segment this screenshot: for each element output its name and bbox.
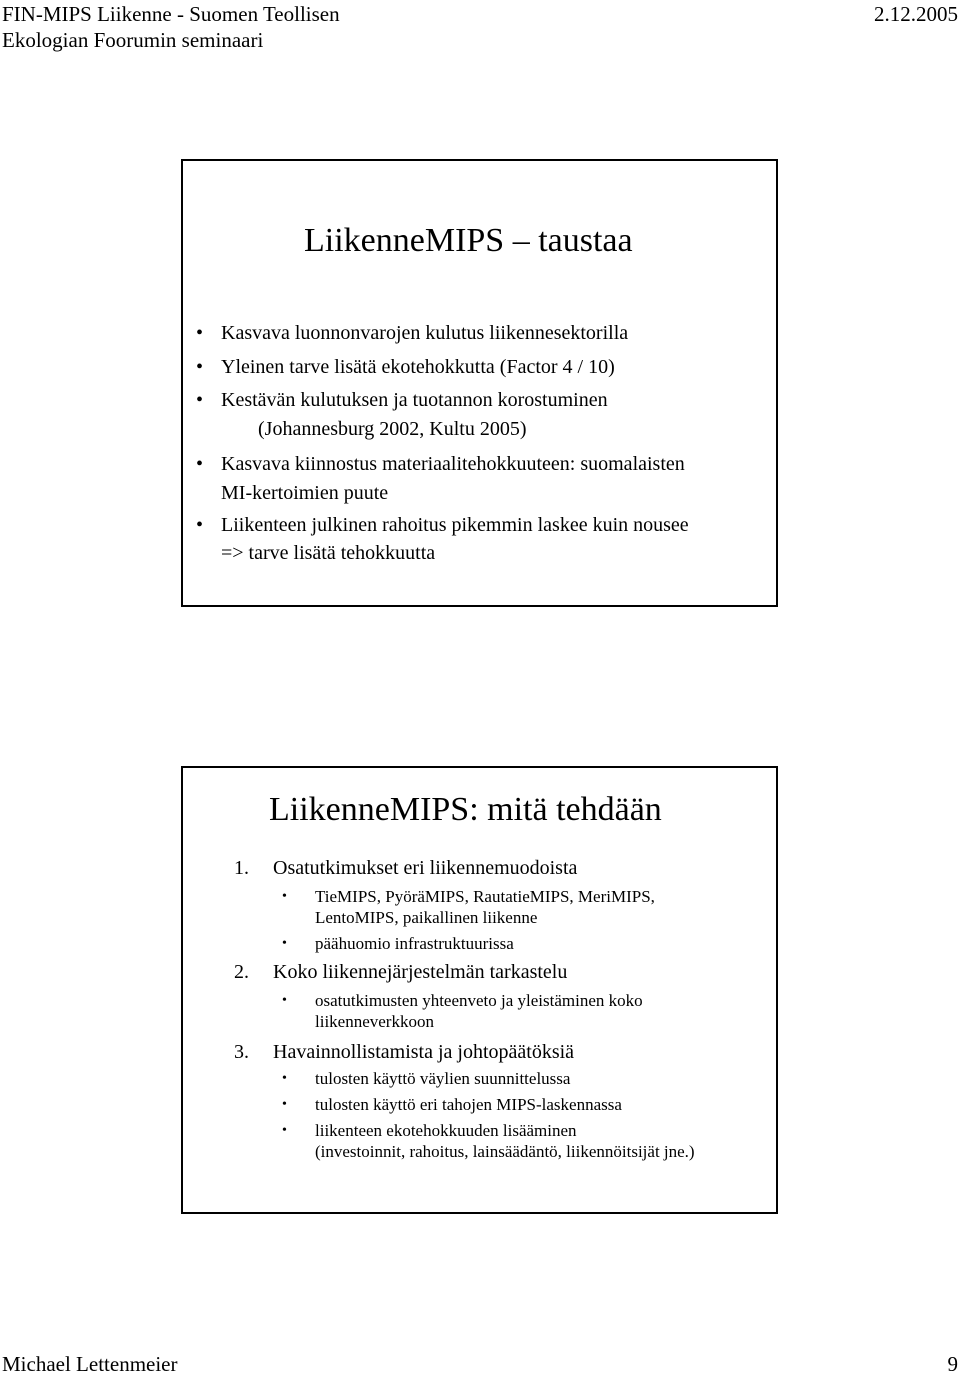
- slide-1: [181, 159, 778, 607]
- bullet-text: => tarve lisätä tehokkuutta: [221, 542, 436, 564]
- item-number: 3.: [234, 1041, 249, 1063]
- sub-text: (investoinnit, rahoitus, lainsäädäntö, liikennöitsijät jne.): [315, 1142, 695, 1161]
- slide-2-title: LiikenneMIPS: mitä tehdään: [269, 791, 662, 828]
- slide-2-item-2-sub-1-cont: [315, 1011, 434, 1033]
- bullet-dot-icon: •: [282, 889, 287, 904]
- bullet-dot-icon: •: [282, 993, 287, 1008]
- sub-text: liikenteen ekotehokkuuden lisääminen: [315, 1121, 577, 1140]
- bullet-dot-icon: •: [282, 1071, 287, 1086]
- slide-1-bullet-5: [196, 511, 689, 539]
- bullet-dot-icon: •: [282, 1123, 287, 1138]
- slide-1-title: LiikenneMIPS – taustaa: [304, 222, 633, 259]
- bullet-text: Liikenteen julkinen rahoitus pikemmin laskee kuin nousee: [221, 514, 689, 536]
- slide-2-item-3: [234, 1038, 575, 1066]
- bullet-dot-icon: •: [196, 389, 204, 411]
- slide-2-item-3-sub-3-cont: [315, 1141, 695, 1163]
- item-number: 1.: [234, 857, 249, 879]
- header-title-line2: Ekologian Foorumin seminaari: [2, 28, 264, 52]
- footer-author: Michael Lettenmeier: [2, 1352, 178, 1376]
- header-date: 2.12.2005: [874, 2, 958, 26]
- sub-text: tulosten käyttö eri tahojen MIPS-laskennassa: [315, 1095, 622, 1114]
- footer-page-number: 9: [947, 1352, 958, 1376]
- bullet-text: Kasvava luonnonvarojen kulutus liikennesektorilla: [221, 322, 629, 344]
- slide-1-bullet-4-cont: [221, 479, 388, 507]
- bullet-dot-icon: •: [196, 453, 204, 475]
- item-text: Koko liikennejärjestelmän tarkastelu: [273, 961, 568, 983]
- slide-1-bullet-5-cont: [221, 539, 435, 567]
- slide-2-item-1-sub-1-cont: [315, 907, 537, 929]
- bullet-dot-icon: •: [196, 356, 204, 378]
- item-text: Osatutkimukset eri liikennemuodoista: [273, 857, 578, 879]
- bullet-text: (Johannesburg 2002, Kultu 2005): [258, 418, 527, 440]
- slide-1-bullet-4: [196, 450, 685, 478]
- slide-2-item-3-sub-1: [282, 1068, 571, 1090]
- bullet-text: MI-kertoimien puute: [221, 482, 389, 504]
- slide-2: [181, 766, 778, 1214]
- slide-1-bullet-1: [196, 319, 629, 347]
- item-number: 2.: [234, 961, 249, 983]
- sub-text: TieMIPS, PyöräMIPS, RautatieMIPS, MeriMIPS,: [315, 887, 655, 906]
- sub-text: osatutkimusten yhteenveto ja yleistäminen koko: [315, 991, 643, 1010]
- sub-text: päähuomio infrastruktuurissa: [315, 934, 514, 953]
- bullet-dot-icon: •: [282, 936, 287, 951]
- slide-2-item-3-sub-2: [282, 1094, 622, 1116]
- bullet-text: Kasvava kiinnostus materiaalitehokkuuteen: suomalaisten: [221, 453, 685, 475]
- slide-1-bullet-2: [196, 353, 615, 381]
- slide-2-item-2: [234, 958, 568, 986]
- bullet-dot-icon: •: [282, 1097, 287, 1112]
- slide-2-item-1-sub-1: [282, 886, 655, 908]
- slide-1-bullet-3: [196, 386, 608, 414]
- header-title-line1: FIN-MIPS Liikenne - Suomen Teollisen: [2, 2, 340, 26]
- slide-2-item-3-sub-3: [282, 1120, 577, 1142]
- bullet-dot-icon: •: [196, 322, 204, 344]
- item-text: Havainnollistamista ja johtopäätöksiä: [273, 1041, 575, 1063]
- slide-2-item-2-sub-1: [282, 990, 643, 1012]
- slide-2-item-1: [234, 854, 578, 882]
- bullet-text: Yleinen tarve lisätä ekotehokkutta (Factor 4 / 10): [221, 356, 615, 378]
- bullet-text: Kestävän kulutuksen ja tuotannon korostuminen: [221, 389, 608, 411]
- sub-text: LentoMIPS, paikallinen liikenne: [315, 908, 538, 927]
- slide-2-item-1-sub-2: [282, 933, 514, 955]
- slide-1-bullet-3-cont: [258, 415, 527, 443]
- sub-text: tulosten käyttö väylien suunnittelussa: [315, 1069, 571, 1088]
- sub-text: liikenneverkkoon: [315, 1012, 434, 1031]
- bullet-dot-icon: •: [196, 514, 204, 536]
